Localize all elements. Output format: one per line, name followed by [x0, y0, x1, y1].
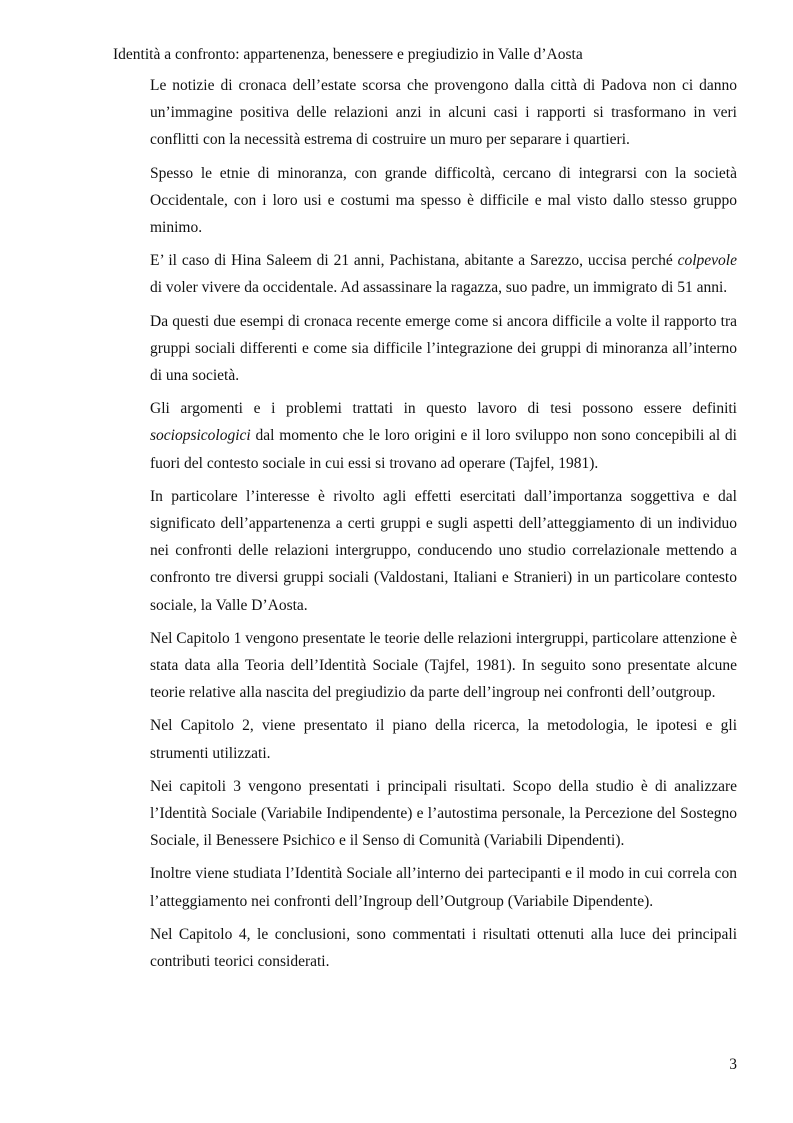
page-number: 3: [729, 1056, 737, 1073]
paragraph-10: [150, 860, 737, 914]
paragraph-text: Le notizie di cronaca dell’estate scorsa che provengono dalla città di Padova non ci danno un’immagine positiva delle relazioni anzi in alcuni casi i rapporti si trasformano in veri conflitti con la necessità estrema di costruire un muro per separare i quartieri.: [150, 77, 737, 149]
body-text: [150, 72, 737, 981]
paragraph-text: Nel Capitolo 1 vengono presentate le teorie delle relazioni intergruppi, particolare attenzione è stata data alla Teoria dell’Identità Sociale (Tajfel, 1981). In seguito sono presentate alcune teorie relative alla nascita del pregiudizio da parte dell’ingroup nei confronti dell’outgroup.: [150, 629, 737, 702]
paragraph-text: In particolare l’interesse è rivolto agli effetti esercitati dall’importanza soggettiva e dal significato dell’appartenenza a certi gruppi e sugli aspetti dell’atteggiamento di un individuo nei confronti delle relazioni intergruppo, conducendo uno studio correlazionale mettendo a confronto tre diversi gruppi sociali (Valdostani, Italiani e Stranieri) in un particolare contesto sociale, la Valle D’Aosta.: [150, 487, 737, 614]
paragraph-text: dal momento che le loro origini e il loro sviluppo non sono concepibili al di fuori del contesto sociale in cui essi si trovano ad operare (Tajfel, 1981).: [150, 427, 737, 472]
paragraph-text: Gli argomenti e i problemi trattati in questo lavoro di tesi possono essere definiti: [150, 400, 737, 418]
paragraph-5: [150, 395, 737, 477]
paragraph-3: [150, 247, 737, 301]
paragraph-text: Nei capitoli 3 vengono presentati i principali risultati. Scopo della studio è di analizzare l’Identità Sociale (Variabile Indipendente) e l’autostima personale, la Percezione del Sostegno Sociale, il Benessere Psichico e il Senso di Comunità (Variabili Dipendenti).: [150, 777, 737, 850]
paragraph-text: Nel Capitolo 2, viene presentato il piano della ricerca, la metodologia, le ipotesi e gli strumenti utilizzati.: [150, 717, 737, 762]
italic-term-sociopsicologici: sociopsicologici: [150, 427, 251, 445]
paragraph-9: [150, 773, 737, 855]
paragraph-text: E’ il caso di Hina Saleem di 21 anni, Pachistana, abitante a Sarezzo, uccisa perché: [150, 252, 678, 270]
paragraph-text: Nel Capitolo 4, le conclusioni, sono commentati i risultati ottenuti alla luce dei principali contributi teorici considerati.: [150, 925, 737, 971]
paragraph-2: [150, 160, 737, 242]
paragraph-7: [150, 625, 737, 707]
paragraph-11: [150, 921, 737, 975]
paragraph-text: Inoltre viene studiata l’Identità Sociale all’interno dei partecipanti e il modo in cui correla con l’atteggiamento nei confronti dell’Ingroup dell’Outgroup (Variabile Dipendente).: [150, 865, 737, 910]
paragraph-6: [150, 483, 737, 619]
paragraph-4: [150, 308, 737, 390]
running-header: Identità a confronto: appartenenza, benessere e pregiudizio in Valle d’Aosta: [113, 46, 583, 63]
paragraph-1: [150, 72, 737, 154]
paragraph-text: Da questi due esempi di cronaca recente emerge come si ancora difficile a volte il rapporto tra gruppi sociali differenti e come sia difficile l’integrazione dei gruppi di minoranza all’interno di una società.: [150, 312, 737, 385]
paragraph-text: di voler vivere da occidentale. Ad assassinare la ragazza, suo padre, un immigrato di 51 anni.: [150, 279, 728, 297]
paragraph-text: Spesso le etnie di minoranza, con grande difficoltà, cercano di integrarsi con la società Occidentale, con i loro usi e costumi ma spesso è difficile e mal visto dallo stesso gruppo minimo.: [150, 164, 737, 237]
italic-term-colpevole: colpevole: [677, 252, 737, 270]
paragraph-8: [150, 712, 737, 766]
